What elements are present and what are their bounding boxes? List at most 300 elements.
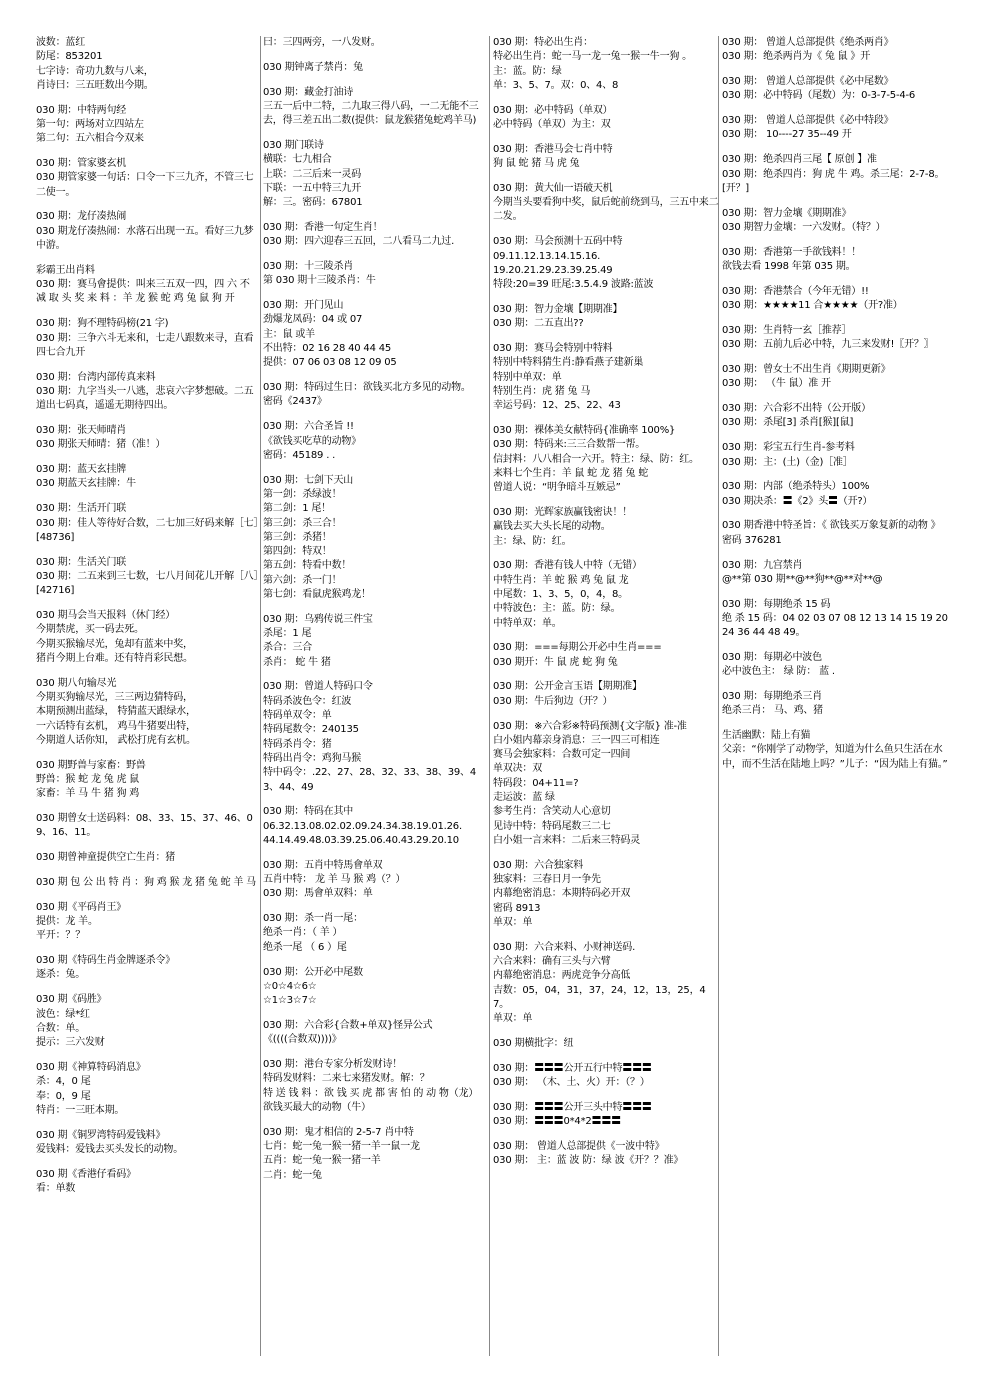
text-line: 030 期曾女士送码料：08、33、15、37、46、09、16、11。 <box>36 813 253 839</box>
text-line: 七字诗：奇功九数与八来， <box>36 65 154 77</box>
text-line: 030 期：每期必中波色 <box>722 652 822 663</box>
text-line: 19.20.21.29.23.39.25.49 <box>493 264 613 276</box>
text-line: 030 期：曾女士不出生肖《期期更新》 <box>722 364 891 376</box>
text-line: 横联：七九相合 <box>263 154 332 166</box>
text-block <box>493 104 719 133</box>
text-line: 030 期：台湾内部传真来料 <box>36 371 156 383</box>
text-line: 030 期 包 公 出 特 肖 ：狗 鸡 猴 龙 猪 兔 蛇 羊 马 <box>36 876 256 888</box>
text-line: 030 期：特码在其中 <box>263 806 354 818</box>
text-line: 030 期：五肖中特馬會单双 <box>263 859 383 871</box>
text-line: 奉：0，9 尾 <box>36 1090 91 1102</box>
text-line: 030 期：鬼才相信的 2-5-7 肖中特 <box>263 1126 414 1138</box>
text-line: 内幕绝密消息：两虎竞争分高低 <box>493 970 631 982</box>
text-line: 上联：二三后来一灵码 <box>263 168 361 180</box>
text-block <box>36 1168 262 1197</box>
text-line: 今期买狗输尽光，三三两边猜特码， <box>36 691 193 703</box>
text-block <box>493 235 719 292</box>
text-block <box>36 317 262 360</box>
text-line: 030 期：香港禁合（今年无错）!! <box>722 285 869 297</box>
text-block <box>36 609 262 666</box>
text-line: 下联：一五中特三九开 <box>263 182 361 194</box>
text-line: 二肖：蛇一兔 <box>263 1169 322 1181</box>
text-line: 特码尾数令：240135 <box>263 724 359 736</box>
text-line: 中尾数：1、3、5，0，4，8。 <box>493 589 628 600</box>
text-line: 030 期：香港有钱人中特（无错） <box>493 560 642 572</box>
text-line: 防尾：853201 <box>36 51 103 63</box>
text-line: 030 期：六合彩不出特（公开版） <box>722 403 871 415</box>
text-line: 030 期智力金壤：一六发财。（特？） <box>722 221 886 233</box>
text-line: 密码 8913 <box>493 902 541 914</box>
text-line: 030 期蓝天玄挂牌：牛 <box>36 478 136 490</box>
text-line: 绝杀一肖：（ 羊 ） <box>263 927 343 939</box>
text-line: 提示：三六发财 <box>36 1037 105 1049</box>
text-line: 030 期：绝杀四肖三尾【 原创 】准 <box>722 154 877 166</box>
text-line: 030 期横批字：纽 <box>493 1038 574 1050</box>
text-line: 第六剑：杀一门！ <box>263 574 342 586</box>
text-line: 030 期：※六合彩※特码预测{文字版} 准-准 <box>493 720 687 732</box>
text-line: 六合来料：确有三头与六臂 <box>493 956 611 968</box>
text-line: 030 期：四六迎春三五回，二八看马二九过. <box>263 236 455 248</box>
text-line: 030 期：生肖特一玄［推荐］ <box>722 324 852 336</box>
text-line: 白小姐一言来料：二后来三特码灵 <box>493 834 640 846</box>
text-block <box>493 720 719 849</box>
text-line: 030 期：管家婆玄机 <box>36 158 127 170</box>
text-block <box>493 941 719 1027</box>
text-line: 030 期：绝杀两肖为《 兔 鼠 》开 <box>722 51 871 63</box>
text-line: 幸运号码：12、25、22、43 <box>493 400 621 412</box>
text-block <box>263 859 489 902</box>
text-line: 特码杀肖令：猪 <box>263 738 332 750</box>
text-line: 不出特：02 16 28 40 44 45 <box>263 343 392 355</box>
text-line: 030 期《铜罗湾特码爱钱料》 <box>36 1129 166 1141</box>
text-line: 030 期：智力金壤《期期准》 <box>722 207 852 219</box>
text-line: 030 期： 主：蓝 波 防：绿 波《开？？准》 <box>493 1155 684 1167</box>
text-line: 五肖：蛇一兔一猴一猪一羊 <box>263 1155 381 1167</box>
text-block <box>493 1062 719 1091</box>
text-line: 030 期：二五来到三七数，七八月间花儿开解［八］[42716] <box>36 570 259 597</box>
text-line: 030 期：六合来料、小财神送码. <box>493 941 636 953</box>
text-line: 030 期：光辉家族赢钱密诀！！ <box>493 507 633 519</box>
text-line: 特别中单双：单 <box>493 371 562 383</box>
text-line: 030 期马会当天报料（休门经） <box>36 610 176 621</box>
text-block <box>36 851 262 865</box>
text-line: 030 期：曾道人特码口令 <box>263 681 373 693</box>
text-line: 09.11.12.13.14.15.16. <box>493 250 601 262</box>
text-block <box>36 424 262 453</box>
text-line: 030 期：港台专家分析发财诗！ <box>263 1059 403 1071</box>
text-block <box>263 61 489 75</box>
text-block <box>263 1126 489 1183</box>
text-line: 特码发财料：二来七来猪发财。解：？ <box>263 1073 430 1085</box>
text-line: 030 期：内部（绝杀特头）100% <box>722 481 870 493</box>
text-line: 父亲：“你刚学了动物学，知道为什么鱼只生活在水中，而不生活在陆地上吗？”儿子：“因为陆上有猫。” <box>722 744 948 770</box>
text-line: 爱钱料：爱钱去买头发长的动物。 <box>36 1143 183 1155</box>
text-line: 第五剑：特看中数！ <box>263 560 352 572</box>
text-line: 030 期：〓〓〓公开三头中特〓〓〓 <box>493 1101 652 1113</box>
text-block <box>493 1140 719 1169</box>
text-line: 曰：三四两旁，一八发财。 <box>263 37 381 48</box>
text-block <box>722 598 951 641</box>
text-block <box>493 859 719 930</box>
text-column-3 <box>493 36 719 1179</box>
text-line: 狗 鼠 蛇 猪 马 虎 兔 <box>493 158 580 170</box>
text-line: 030 期：★★★★11 合★★★★（开?准） <box>722 300 903 312</box>
text-block <box>722 153 948 196</box>
text-line: 波数：蓝红 <box>36 37 85 48</box>
text-line: 030 期：杀一肖一尾： <box>263 913 363 925</box>
text-line: 030 期钟离子禁肖：兔 <box>263 61 363 73</box>
text-block <box>36 812 262 841</box>
text-block <box>263 299 489 370</box>
text-line: 030 期张天师晴：猪（准！） <box>36 439 166 451</box>
text-line: 030 期：香港第一手欲钱料！！ <box>722 246 862 258</box>
text-line: 第一剑：杀绿波！ <box>263 488 342 500</box>
text-block <box>36 677 262 748</box>
text-line: 杀：4，0 尾 <box>36 1076 91 1088</box>
text-line: 030 期：特码过生日：欲钱买北方多见的动物。 <box>263 382 471 394</box>
text-line: 030 期：每期绝杀三肖 <box>722 691 822 703</box>
text-block <box>263 381 489 410</box>
text-line: 赛马会独家料：合数可定一四间 <box>493 749 631 761</box>
text-line: 彩霸王出肖料 <box>36 264 95 276</box>
text-line: 今期道人话你知， 武松打虎有玄机。 <box>36 734 196 746</box>
text-line: 030 期：公开必中尾数 <box>263 966 363 978</box>
text-block <box>493 143 719 172</box>
text-line: 030 期：馬會单双料：单 <box>263 888 373 900</box>
text-line: 030 期：赛马会特别中特料 <box>493 343 613 355</box>
text-line: 赢钱去买大头长尾的动物。 <box>493 521 611 533</box>
text-block <box>493 1037 719 1051</box>
text-line: 030 期：三争六斗无来和，七走八跟数来寻，直看四七合九开 <box>36 332 254 358</box>
text-line: 见诗中特：特码尾数三二七 <box>493 820 611 832</box>
text-line: 030 期决杀：〓《2》头〓（开?） <box>722 495 873 507</box>
text-line: 杀尾：1 尾 <box>263 628 312 640</box>
text-line: 必中特码（单双）为主：双 <box>493 118 611 130</box>
text-line: 独家料：三春日月一争先 <box>493 874 601 886</box>
text-line: 第三剑：杀三合！ <box>263 517 342 529</box>
text-block <box>263 36 489 50</box>
text-line: 030 期：乌鸦传说三件宝 <box>263 613 373 625</box>
text-line: 030 期门联诗 <box>263 139 324 151</box>
text-line: 030 期：杀尾[3] 杀肖[猴][鼠] <box>722 417 854 429</box>
text-line: 吉数：05，04，31，37，24，12，13，25，47。 <box>493 984 706 1010</box>
text-line: 主：绿、防：红。 <box>493 535 572 547</box>
text-line: 030 期：〓〓〓公开五行中特〓〓〓 <box>493 1062 652 1074</box>
text-line: 030 期：开门见山 <box>263 300 344 312</box>
text-line: 030 期：主：(土)（金)［准］ <box>722 456 853 468</box>
text-line: 平开：？？ <box>36 930 85 942</box>
text-block <box>263 1019 489 1048</box>
text-line: 中特单双：单。 <box>493 617 562 629</box>
text-line: 030 期： （牛 鼠）准 开 <box>722 378 831 390</box>
text-block <box>36 1061 262 1118</box>
text-line: 030 期：必中特码（尾数）为：0-3-7-5-4-6 <box>722 90 916 102</box>
text-line: 030 期：〓〓〓0*4*2〓〓〓 <box>493 1116 621 1128</box>
text-line: 绝杀一尾 （ 6 ）尾 <box>263 941 347 953</box>
text-line: 030 期：五前九后必中特，九三来发财!〖开？〗 <box>722 339 934 351</box>
text-block <box>263 139 489 210</box>
text-block <box>263 966 489 1009</box>
text-line: 今期禁虎，买一码去死。 <box>36 624 144 636</box>
text-line: 《欲钱买吃草的动物》 <box>263 435 361 447</box>
text-block <box>722 441 948 470</box>
text-block <box>493 182 719 225</box>
text-line: 劲爆龙凤码：04 或 07 <box>263 314 363 326</box>
text-block <box>722 114 948 143</box>
text-line: 七肖：蛇一兔一猴一猪一羊一鼠一龙 <box>263 1141 420 1152</box>
text-line: 030 期：十三陵杀肖 <box>263 261 354 273</box>
text-block <box>493 680 719 709</box>
text-line: 030 期曾神童提供空亡生肖：猪 <box>36 852 176 864</box>
text-block <box>722 246 948 275</box>
text-line: 单：3、5、7。双：0、4、8 <box>493 79 619 91</box>
text-line: 第 030 期十三陵杀肖：牛 <box>263 275 376 287</box>
text-line: 《((((合数双))))》 <box>263 1034 342 1046</box>
text-block <box>263 613 489 670</box>
text-line: 绝杀三肖： 马、鸡、猪 <box>722 705 823 717</box>
text-line: 来料七个生肖：羊 鼠 蛇 龙 猪 兔 蛇 <box>493 467 649 479</box>
text-line: 030 期： 曾道人总部提供《必中尾数》 <box>722 76 894 88</box>
text-block <box>493 303 719 332</box>
text-block <box>493 559 719 630</box>
text-line: 030 期《平码肖王》 <box>36 901 127 913</box>
text-line: 白小姐内幕亲身消息：三一四三可相连 <box>493 734 660 746</box>
text-line: 三五一后中二特，二九取三得八码，一二无能不三去，得三差五出二数(提供：鼠龙猴猪兔蛇鸡羊马) <box>263 100 479 127</box>
text-line: 030 期：裸体美女献特码{准确率 100%} <box>493 425 676 437</box>
text-line: 肖诗曰：三五旺数出今期。 <box>36 79 154 91</box>
text-line: 030 期：佳人等待好合数，二七加三好码来解［七］[48736] <box>36 517 259 543</box>
text-block <box>36 901 262 944</box>
text-block <box>263 912 489 955</box>
text-line: 杀合：三合 <box>263 642 312 654</box>
text-column-1 <box>36 36 262 1207</box>
text-line: 030 期：九宫禁肖 <box>722 559 803 571</box>
text-line: 逐杀：兔。 <box>36 969 85 981</box>
text-block <box>263 420 489 463</box>
text-block <box>722 519 948 548</box>
text-line: 绝 杀 15 码：04 02 03 07 08 12 13 14 15 19 20 24 36 44 48 49。 <box>722 612 951 639</box>
text-line: 030 期：龙仔凑热闹 <box>36 211 127 223</box>
text-line: 本期预测出蓝绿， 特猜蓝天跟绿水， <box>36 706 196 718</box>
text-line: 030 期：六合彩{合数+单双}怪异公式 <box>263 1019 433 1031</box>
text-line: 特码段：04+11=? <box>493 777 579 789</box>
text-line: 44.14.49.48.03.39.25.06.40.43.29.20.10 <box>263 834 459 846</box>
text-line: 特中码令：.22、27、28、32、33、38、39、43、44、49 <box>263 767 477 793</box>
text-line: 中特波色：主：蓝。防：绿。 <box>493 603 621 615</box>
text-line: 猪肖今期上台难。还有特肖彩民想。 <box>36 652 193 664</box>
text-line: 特肖：一三旺本期。 <box>36 1104 125 1116</box>
text-line: 主：鼠 或羊 <box>263 328 315 340</box>
text-line: 030 期：必中特码（单双） <box>493 104 613 116</box>
text-line: 030 期： （木、土、火）开：（？） <box>493 1077 650 1089</box>
text-line: 030 期《特码生肖金牌逐杀令》 <box>36 955 176 967</box>
column-divider <box>489 36 490 1356</box>
text-line: 030 期：香港一句定生肖！ <box>263 221 383 233</box>
text-line: 内幕绝密消息：本期特码必开双 <box>493 888 631 900</box>
text-line: 030 期《码胜》 <box>36 994 107 1006</box>
text-line: 030 期：生活开门联 <box>36 503 127 515</box>
text-line: 030 期《香港仔看码》 <box>36 1168 136 1180</box>
text-line: 家畜：羊 马 牛 猪 狗 鸡 <box>36 788 140 800</box>
text-line: 030 期：黄大仙一语破天机 <box>493 182 613 194</box>
text-line: 030 期野兽与家畜：野兽 <box>36 759 146 771</box>
text-line: ☆1☆3☆7☆ <box>263 995 317 1007</box>
text-line: 030 期：彩宝五行生肖-参考料 <box>722 442 855 454</box>
text-line: 030 期：蓝天玄挂牌 <box>36 464 127 476</box>
text-block <box>36 371 262 414</box>
text-block <box>36 502 262 545</box>
text-block <box>36 264 262 307</box>
text-line: 特别中特料猜生肖:静看燕子建新巢 <box>493 357 644 369</box>
text-line: 030 期： 10----27 35--49 开 <box>722 129 852 141</box>
text-line: 030 期：马会预测十五码中特 <box>493 236 623 248</box>
text-line: 提供：07 06 03 08 12 09 05 <box>263 357 397 369</box>
text-line: 030 期：香港马会七肖中特 <box>493 143 613 155</box>
text-block <box>722 559 948 588</box>
text-block <box>36 1129 262 1158</box>
text-block <box>36 36 262 93</box>
text-line: 今期当头要看狗中奖，鼠后蛇前绕到马，三五中来二二发。 <box>493 197 719 223</box>
text-line: 030 期：特必出生肖： <box>493 37 593 48</box>
text-line: 生活幽默：陆上有猫 <box>722 730 811 742</box>
text-line: 030 期：中特两句经 <box>36 104 127 116</box>
text-line: 野兽：猴 蛇 龙 兔 虎 鼠 <box>36 773 140 785</box>
text-block <box>263 86 489 129</box>
text-line: 特别生肖：虎 猪 兔 马 <box>493 385 591 397</box>
text-line: 今期买猴输尽光，兔却有蓝来中奖， <box>36 638 193 650</box>
text-line: 030 期：===每期公开必中生肖=== <box>493 642 662 654</box>
text-line: 030 期：七剑下天山 <box>263 474 354 486</box>
text-block <box>493 641 719 670</box>
text-line: 五肖中特： 龙 羊 马 猴 鸡（？） <box>263 874 406 886</box>
text-line: 030 期：二五直出?? <box>493 318 584 330</box>
text-line: 中特生肖：羊 蛇 猴 鸡 兔 鼠 龙 <box>493 574 629 586</box>
text-line: 提供：龙 羊。 <box>36 916 98 928</box>
text-line: 030 期八句输尽光 <box>36 677 117 689</box>
text-line: 主：蓝。防：绿 <box>493 65 562 77</box>
text-column-4 <box>722 36 951 783</box>
text-line: 030 期《神算特码消息》 <box>36 1061 146 1073</box>
text-line: 030 期：赛马會提供：叫来三五双一四，四 六 不 减 取 头 奖 来 料 ：羊 龙 猴 蛇 鸡 兔 鼠 狗 开 <box>36 279 253 305</box>
text-block <box>36 104 262 147</box>
text-line: 欲钱去看 1998 年第 035 期。 <box>722 261 856 273</box>
text-line: 特 送 钱 料 ：欲 钱 买 虎 都 害 怕 的 动 物（龙） 欲钱买最大的动物（牛） <box>263 1087 482 1113</box>
text-line: 第一句：两场对立四站左 <box>36 118 144 130</box>
text-block <box>36 759 262 802</box>
text-line: 030 期：狗不理特码榜(21 字) <box>36 318 169 330</box>
text-line: 030 期：每期绝杀 15 码 <box>722 598 831 610</box>
text-line: 单双：单 <box>493 1013 533 1025</box>
text-line: 曾道人说：“明争暗斗互嫉忌” <box>493 482 621 494</box>
text-line: 看：单数 <box>36 1183 76 1194</box>
text-block <box>493 36 719 93</box>
text-line: 030 期：牛后狗边（开？） <box>493 695 613 707</box>
text-line: 第三剑：杀猪！ <box>263 531 332 543</box>
text-block <box>493 424 719 495</box>
text-block <box>722 690 948 719</box>
text-line: 合数：单。 <box>36 1022 85 1034</box>
text-block <box>36 210 262 253</box>
text-block <box>263 221 489 250</box>
text-line: 030 期：智力金壤【期期准】 <box>493 303 623 315</box>
text-line: 030 期：特码来:三三合数帮一帮。 <box>493 439 646 451</box>
text-line: 杀肖： 蛇 牛 猪 <box>263 656 331 668</box>
text-line: 一六话特有玄机， 鸡马牛猪要出特， <box>36 720 196 732</box>
text-block <box>722 480 948 509</box>
text-column-2 <box>263 36 489 1193</box>
text-block <box>722 651 948 680</box>
text-line: 必中波色主： 绿 防： 蓝 . <box>722 666 835 678</box>
text-line: 波色：绿*红 <box>36 1008 90 1020</box>
text-line: @**第 030 期**@**狗**@**对**@ <box>722 573 883 585</box>
text-block <box>36 993 262 1050</box>
text-line: 第四剑：特双！ <box>263 546 332 558</box>
text-line: 030 期香港中特圣旨：《 欲钱买万象复新的动物 》密码 376281 <box>722 520 941 546</box>
text-block <box>493 342 719 413</box>
text-line: 密码《2437》 <box>263 396 327 408</box>
text-line: 解：三。密码：67801 <box>263 197 363 209</box>
text-line: 030 期：绝杀四肖：狗 虎 牛 鸡。杀三尾：2-7-8。[开？] <box>722 168 945 194</box>
text-line: 030 期管家婆一句话：口令一下三九齐，不管三七二使一。 <box>36 172 254 198</box>
text-line: 密码：45189 . . <box>263 449 336 461</box>
text-block <box>263 805 489 848</box>
text-line: 第七剑：看鼠虎猴鸡龙！ <box>263 589 371 600</box>
text-line: 030 期：公开金言玉语【期期准】 <box>493 681 642 693</box>
text-block <box>722 75 948 104</box>
text-line: 030 期：六合圣旨 !! <box>263 421 354 433</box>
text-block <box>36 556 262 599</box>
text-line: 走运波：蓝 绿 <box>493 792 555 804</box>
text-line: 特必出生肖：蛇一马一龙一兔一猴一牛一狗 。 <box>493 51 692 63</box>
text-block <box>722 402 948 431</box>
text-line: 030 期：生活关门联 <box>36 556 127 568</box>
text-line: 特码单双令：单 <box>263 710 332 722</box>
text-line: 特码出肖令：鸡狗马猴 <box>263 752 361 764</box>
text-line: 特码杀波色令：红波 <box>263 695 352 707</box>
text-line: 030 期龙仔凑热闹：水落石出现一五。看好三九梦中游。 <box>36 225 254 252</box>
text-block <box>263 474 489 603</box>
text-line: 特段:20=39 旺尾:3.5.4.9 波路:蓝波 <box>493 279 654 291</box>
text-block <box>263 1058 489 1115</box>
text-line: 030 期： 曾道人总部提供《必中特段》 <box>722 115 894 127</box>
text-line: 030 期：藏金打油诗 <box>263 86 354 98</box>
text-block <box>36 876 262 890</box>
text-block <box>722 729 948 772</box>
text-line: 030 期：六合独家料 <box>493 859 584 871</box>
text-line: 030 期开：牛 鼠 虎 蛇 狗 兔 <box>493 656 618 668</box>
text-block <box>263 680 489 794</box>
text-line: 030 期：张天师晴肖 <box>36 425 127 437</box>
text-block <box>493 506 719 549</box>
text-block <box>36 954 262 983</box>
text-line: 单双决：双 <box>493 763 542 775</box>
text-block <box>722 324 948 353</box>
text-block <box>36 157 262 200</box>
text-line: 第二剑：1 尾！ <box>263 503 331 515</box>
text-line: 参考生肖：含笑动人心意切 <box>493 806 611 818</box>
text-line: 第二句：五六相合今双来 <box>36 133 144 145</box>
text-line: 030 期： 曾道人总部提供《绝杀两肖》 <box>722 37 894 48</box>
text-block <box>493 1101 719 1130</box>
text-line: 06.32.13.08.02.02.09.24.34.38.19.01.26. <box>263 820 462 832</box>
text-line: 信封料：八八相合一六开。特主：绿、防：红。 <box>493 453 699 465</box>
text-block <box>722 207 948 236</box>
text-line: 030 期： 曾道人总部提供《一波中特》 <box>493 1141 665 1152</box>
text-line: 单双：单 <box>493 916 533 928</box>
text-block <box>722 285 948 314</box>
text-block <box>722 363 948 392</box>
text-line: ☆0☆4☆6☆ <box>263 980 317 992</box>
